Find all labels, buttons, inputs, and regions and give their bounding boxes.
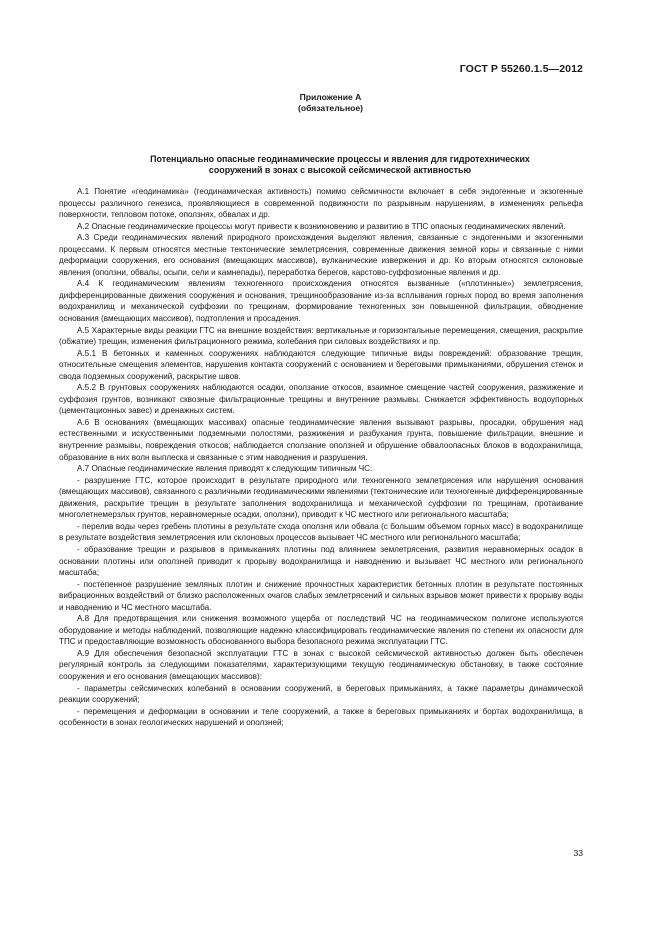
list-item-abutment-cracks: - образование трещин и разрывов в примыканиях плотины под влиянием землетрясения, развития неравномерных осадок в основании плотины или оползней приводит к прорыву водохранилища и наводнению и вызывает ЧС местного или регионального масштаба; — [59, 544, 583, 578]
section-title — [80, 154, 600, 176]
list-item-dam-destruction: - разрушение ГТС, которое происходит в результате природного или техногенного землетрясения или нарушения основания (вмещающих массивов), связанного с различными геодинамическими явлениями (тектонические или техногенные дифференцированные движения, раскрытие трещин в результате заполнения водохранилища и механической суффозии по трещинам, протаивание многолетнемерзлых грунтов, неравномерные осадки, оползни), приводит к ЧС местного или регионального масштаба; — [59, 475, 583, 520]
list-item-seismic-parameters: - параметры сейсмических колебаний в основании сооружений, в береговых примыканиях, а также параметры динамической реакции сооружений; — [59, 683, 583, 705]
appendix-status: (обязательное) — [297, 103, 364, 113]
list-item-displacements: - перемещения и деформации в основании и теле сооружений, а также в береговых примыканиях и бортах водохранилища, в особенности в зонах геологических нарушений и оползней; — [59, 706, 583, 728]
appendix-title: Приложение А — [299, 92, 362, 102]
paragraph-a6: А.6 В основаниях (вмещающих массивах) опасные геодинамические явления вызывают разрывы, просадки, обрушения над естественными и искусственными подземными полостями, разжижения и разбухания грунта, повышение фильтрации, внешние и внутренние размывы, повреждения откосов; наблюдается сползание оползней и обрушение обвалоопасных блоков в водохранилища, образование в них волн выплеска и связанные с этим наводнения и разрушения. — [59, 417, 583, 462]
appendix-heading — [0, 92, 661, 114]
paragraph-a4: А.4 К геодинамическим явлениям техногенного происхождения относятся вызванные («плотинные») землетрясения, дифференцированные движения сооружения и основания, трещинообразование из-за всплывания горных пород во время заполнения водохранилищ и механической суффозии по трещинам, формирование техногенных зон повышенной фильтрации, обводнение основания (вмещающих массивов), подтопления и просадения. — [59, 279, 583, 324]
paragraph-a1: А.1 Понятие «геодинамика» (геодинамическая активность) помимо сейсмичности включает в себя эндогенные и экзогенные процессы различного генезиса, проявляющиеся в современной подвижности по разрывным нарушениям, в изменениях рельефа поверхности, тепловом потоке, оползнях, обвалах и др. — [59, 187, 583, 220]
body-text — [59, 186, 583, 729]
paragraph-a3: А.3 Среди геодинамических явлений природного происхождения выделяют явления, связанные с эндогенными и экзогенными процессами. К первым относятся местные тектонические землетрясения, современные движения земной коры и связанные с ними деформации сооружения, его основания (вмещающих массивов), вулканические извержения и др. Ко вторым относятся склоновые явления (оползни, обвалы, осыпи, сели и камнепады), переработка берегов, карстово-суффозионные явления и др. — [59, 233, 583, 277]
paragraph-a5-1: А.5.1 В бетонных и каменных сооружениях наблюдаются следующие типичные виды повреждений: образование трещин, относительные смещения элементов, нарушения контакта сооружений с основанием и береговыми примыканиями, обрушения стенок и свода подземных сооружений, раскрытие швов. — [59, 348, 583, 381]
paragraph-a7: А.7 Опасные геодинамические явления приводят к следующим типичным ЧС: — [77, 464, 373, 474]
list-item-gradual-destruction: - постепенное разрушение земляных плотин и снижение прочностных характеристик бетонных плотин в результате постоянных вибрационных воздействий от близко расположенных очагов слабых землетрясений и сильных взрывов может привести к прорыву воды и наводнению и ЧС местного масштаба. — [59, 579, 583, 612]
list-item-overtopping: - перелив воды через гребень плотины в результате схода оползня или обвала (с большим объемом горных масс) в водохранилище в результате воздействия землетрясения или склоновых процессов вызывает ЧС местного или регионального масштаба; — [59, 521, 583, 543]
paragraph-a5-2: А.5.2 В грунтовых сооружениях наблюдаются осадки, оползание откосов, взаимное смещение частей сооружения, разжижение и суффозия грунтов, возникают сквозные фильтрационные трещины и внутренние размывы. Снижается эффективность водоупорных (цементационных завес) и дренажных систем. — [59, 383, 583, 416]
paragraph-a9: А.9 Для обеспечения безопасной эксплуатации ГТС в зонах с высокой сейсмической активностью должен быть обеспечен регулярный контроль за следующими показателями, характеризующими текущую геодинамическую обстановку, в также состояние сооружения и его основания (вмещающих массивов): — [59, 648, 583, 681]
document-code: ГОСТ Р 55260.1.5—2012 — [459, 63, 583, 75]
paragraph-a5: А.5 Характерные виды реакции ГТС на внешние воздействия: вертикальные и горизонтальные перемещения, смещения, раскрытие (обжатие) трещин, изменения фильтрационного режима, колебания при силовых воздействиях и пр. — [59, 325, 583, 347]
page-number: 33 — [573, 848, 583, 858]
paragraph-a2: А.2 Опасные геодинамические процессы могут привести к возникновению и развитию в ТПС опасных геодинамических явлений. — [77, 221, 566, 231]
section-title-line-2: сооружений в зонах с высокой сейсмической активностью — [208, 165, 472, 175]
section-title-line-1: Потенциально опасные геодинамические процессы и явления для гидротехнических — [150, 154, 530, 164]
paragraph-a8: А.8 Для предотвращения или снижения возможного ущерба от последствий ЧС на геодинамическом полигоне используются оборудование и методы наблюдений, позволяющие надежно классифицировать геодинамические явления по степени их опасности для ТПС и предоставляющие возможность обоснованного выбора безопасного режима эксплуатации ГТС. — [59, 614, 583, 647]
